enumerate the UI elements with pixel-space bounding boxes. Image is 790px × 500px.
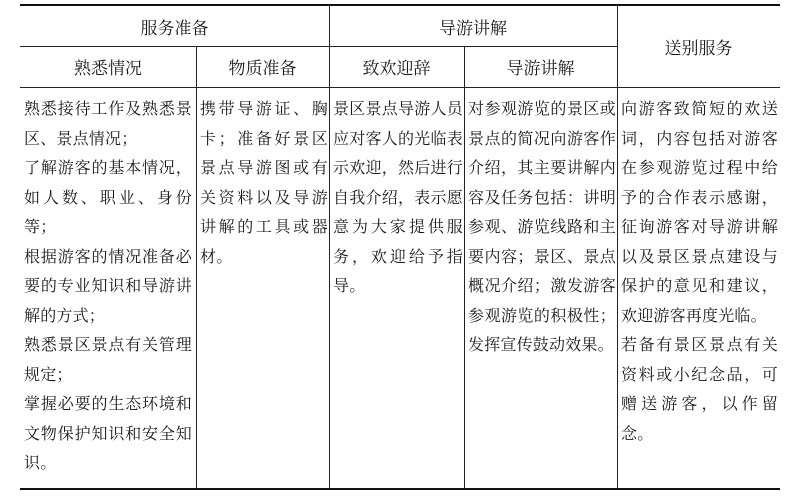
header-welcome: 致欢迎辞 <box>362 59 431 79</box>
familiar-item: 熟悉接待工作及熟悉景区、景点情况； <box>24 99 192 148</box>
header-farewell: 送别服务 <box>664 39 733 59</box>
header-guide-explain-group: 导游讲解 <box>439 18 507 39</box>
cell-explain <box>468 94 616 360</box>
header-service-prep: 服务准备 <box>140 18 209 39</box>
cell-welcome <box>333 94 463 301</box>
cell-farewell <box>621 94 778 448</box>
familiar-item: 掌握必要的生态环境和文物保护知识和安全知识。 <box>24 394 192 472</box>
farewell-item: 若备有景区景点有关资料或小纪念品，可赠送游客，以作留念。 <box>621 335 778 443</box>
divider <box>464 46 465 488</box>
cell-familiar <box>24 94 192 478</box>
material-text: 携带导游证、胸卡；准备好景区景点导游图或有关资料以及导游讲解的工具或器材。 <box>200 99 328 266</box>
familiar-item: 根据游客的情况准备必要的专业知识和导游讲解的方式； <box>24 246 192 325</box>
service-table <box>20 4 780 490</box>
divider <box>196 46 197 488</box>
header-explain: 导游讲解 <box>506 59 575 79</box>
header-material: 物质准备 <box>228 59 297 79</box>
cell-material <box>200 94 328 271</box>
farewell-item: 向游客致简短的欢送词，内容包括对游客在参观游览过程中给予的合作表示感谢，征询游客对导游讲解以及景区景点建设与保护的意见和建议，欢迎游客再度光临。 <box>621 99 778 325</box>
familiar-item: 了解游客的基本情况，如人数、职业、身份等； <box>24 158 192 236</box>
divider <box>20 87 780 88</box>
welcome-text: 景区景点导游人员应对客人的光临表示欢迎，然后进行自我介绍，表示愿意为大家提供服务，欢迎给予指导。 <box>333 99 463 295</box>
familiar-item: 熟悉景区景点有关管理规定； <box>24 335 192 384</box>
header-familiar: 熟悉情况 <box>74 59 142 79</box>
explain-text: 对参观游览的景区或景点的简况向游客作介绍，其主要讲解内容及任务包括：讲明参观、游览线路和主要内容；景区、景点概况介绍；激发游客参观游览的积极性；发挥宣传鼓动效果。 <box>468 99 616 354</box>
